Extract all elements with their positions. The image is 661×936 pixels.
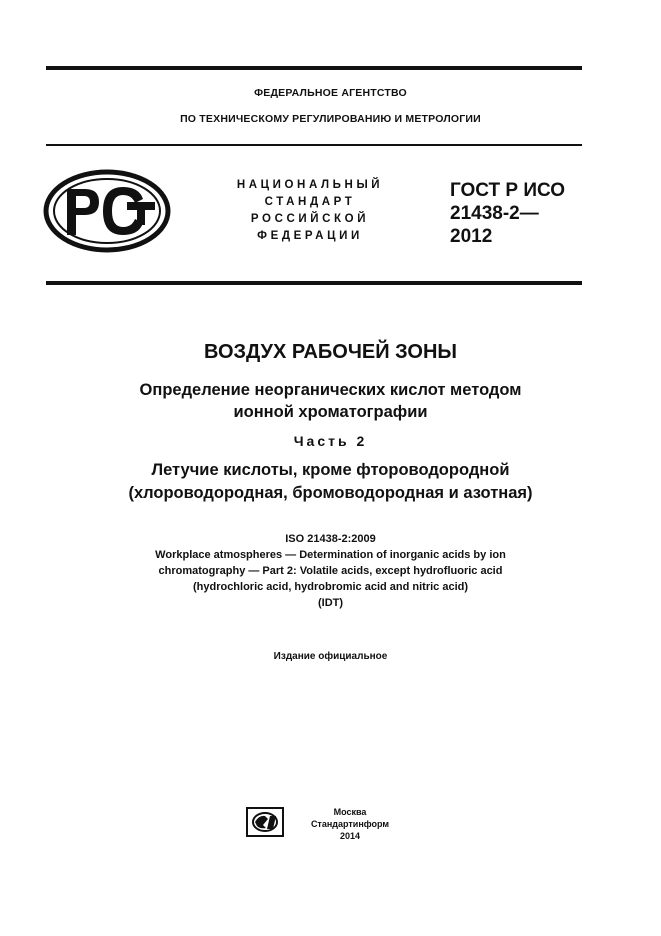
- title-block-rule: [46, 281, 582, 285]
- standartinform-logo-icon: [246, 807, 284, 837]
- publisher-year: 2014: [339, 831, 361, 841]
- standard-type-line-1: НАЦИОНАЛЬНЫЙ: [236, 179, 384, 191]
- publisher-name: Стандартинформ: [310, 819, 390, 829]
- main-title: ВОЗДУХ РАБОЧЕЙ ЗОНЫ: [204, 341, 457, 363]
- iso-title-line-3: (hydrochloric acid, hydrobromic acid and nitric acid): [192, 581, 469, 593]
- header-rule: [46, 144, 582, 146]
- part-title-line-1: Летучие кислоты, кроме фтороводородной: [151, 461, 510, 479]
- gost-designation-line-1: ГОСТ Р ИСО: [450, 180, 566, 201]
- subtitle-line-2: ионной хроматографии: [233, 403, 428, 421]
- standard-type-line-2: СТАНДАРТ: [264, 196, 356, 208]
- edition-label: Издание официальное: [273, 651, 388, 662]
- iso-title-line-2: chromatography — Part 2: Volatile acids, except hydrofluoric acid: [158, 565, 503, 577]
- part-title-line-2: (хлороводородная, бромоводородная и азотная): [128, 484, 533, 502]
- iso-number: ISO 21438-2:2009: [285, 533, 376, 545]
- gost-designation-line-2: 21438-2—: [450, 203, 539, 224]
- agency-line-2: ПО ТЕХНИЧЕСКОМУ РЕГУЛИРОВАНИЮ И МЕТРОЛОГИИ: [180, 113, 481, 125]
- gost-designation-line-3: 2012: [450, 226, 493, 247]
- standard-type-line-4: ФЕДЕРАЦИИ: [257, 230, 363, 242]
- rst-certification-logo-icon: [43, 169, 171, 253]
- subtitle-line-1: Определение неорганических кислот методом: [139, 381, 522, 399]
- iso-title-line-4: (IDT): [317, 597, 344, 609]
- publisher-city: Москва: [333, 807, 367, 817]
- part-label: Часть 2: [293, 433, 368, 449]
- top-rule: [46, 66, 582, 70]
- standard-type-line-3: РОССИЙСКОЙ: [250, 213, 370, 225]
- agency-line-1: ФЕДЕРАЛЬНОЕ АГЕНТСТВО: [254, 87, 407, 99]
- iso-title-line-1: Workplace atmospheres — Determination of inorganic acids by ion: [155, 549, 506, 561]
